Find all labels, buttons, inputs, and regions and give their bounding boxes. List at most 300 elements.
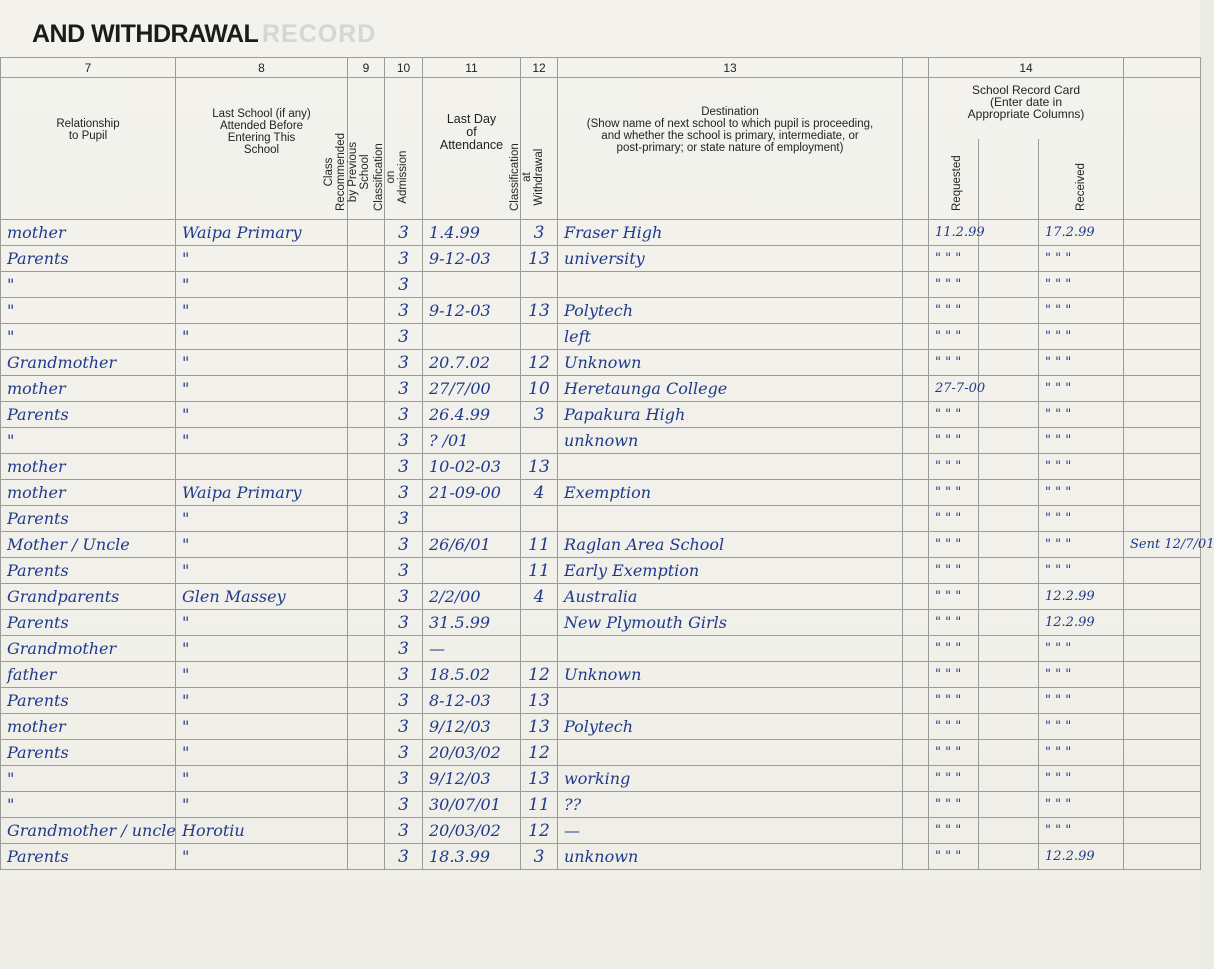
- class-recommended-cell: [348, 246, 385, 272]
- last-day-cell: 1.4.99: [423, 220, 521, 246]
- note-cell: [1124, 220, 1201, 246]
- last-day-cell: 9-12-03: [423, 298, 521, 324]
- class-recommended-cell: [348, 792, 385, 818]
- note-cell: [1124, 350, 1201, 376]
- table-row: [1, 324, 1201, 350]
- blank-column-number: [903, 58, 929, 78]
- spacer-cell: [979, 402, 1039, 428]
- class-recommended-cell: [348, 636, 385, 662]
- withdrawal-register-table: [0, 57, 1214, 870]
- class-recommended-cell: [348, 662, 385, 688]
- requested-cell: " " ": [929, 558, 979, 584]
- class-admission-cell: 3: [385, 818, 423, 844]
- destination-cell: [558, 454, 903, 480]
- class-withdrawal-cell: 13: [521, 688, 558, 714]
- spacer-cell: [979, 324, 1039, 350]
- table-row: [1, 402, 1201, 428]
- spacer-cell: [979, 714, 1039, 740]
- requested-cell: " " ": [929, 272, 979, 298]
- class-withdrawal-cell: [521, 428, 558, 454]
- table-row: [1, 272, 1201, 298]
- header-record-card: School Record Card (Enter date in Appropriate Columns): [929, 78, 1124, 140]
- table-row: [1, 506, 1201, 532]
- note-cell: [1124, 298, 1201, 324]
- destination-cell: Fraser High: [558, 220, 903, 246]
- spacer-cell: [979, 740, 1039, 766]
- class-admission-cell: 3: [385, 662, 423, 688]
- last-day-cell: 21-09-00: [423, 480, 521, 506]
- last-day-cell: [423, 558, 521, 584]
- spacer-cell: [979, 610, 1039, 636]
- class-admission-cell: 3: [385, 610, 423, 636]
- class-withdrawal-cell: 12: [521, 740, 558, 766]
- table-row: [1, 714, 1201, 740]
- class-recommended-cell: [348, 532, 385, 558]
- class-admission-cell: 3: [385, 714, 423, 740]
- class-recommended-cell: [348, 766, 385, 792]
- note-cell: [1124, 688, 1201, 714]
- blank-cell: [903, 844, 929, 870]
- received-cell: " " ": [1039, 480, 1124, 506]
- relationship-cell: Grandparents: [1, 584, 176, 610]
- destination-cell: New Plymouth Girls: [558, 610, 903, 636]
- class-admission-cell: 3: [385, 272, 423, 298]
- relationship-cell: Mother / Uncle: [1, 532, 176, 558]
- requested-cell: " " ": [929, 636, 979, 662]
- note-cell: [1124, 584, 1201, 610]
- spacer-cell: [979, 480, 1039, 506]
- relationship-cell: mother: [1, 714, 176, 740]
- destination-cell: Raglan Area School: [558, 532, 903, 558]
- class-recommended-cell: [348, 220, 385, 246]
- last-school-cell: ": [176, 610, 348, 636]
- table-row: [1, 740, 1201, 766]
- destination-cell: Polytech: [558, 714, 903, 740]
- class-admission-cell: 3: [385, 350, 423, 376]
- blank-cell: [903, 506, 929, 532]
- requested-cell: " " ": [929, 402, 979, 428]
- note-cell: [1124, 844, 1201, 870]
- destination-cell: working: [558, 766, 903, 792]
- relationship-cell: father: [1, 662, 176, 688]
- last-school-cell: Glen Massey: [176, 584, 348, 610]
- table-row: [1, 246, 1201, 272]
- header-relationship: Relationship to Pupil: [1, 78, 176, 220]
- requested-cell: " " ": [929, 298, 979, 324]
- last-day-cell: —: [423, 636, 521, 662]
- relationship-cell: ": [1, 272, 176, 298]
- class-withdrawal-cell: 10: [521, 376, 558, 402]
- requested-cell: " " ": [929, 324, 979, 350]
- class-withdrawal-cell: 3: [521, 844, 558, 870]
- table-row: [1, 454, 1201, 480]
- requested-cell: 27-7-00: [929, 376, 979, 402]
- received-cell: " " ": [1039, 246, 1124, 272]
- last-school-cell: ": [176, 636, 348, 662]
- last-day-cell: 27/7/00: [423, 376, 521, 402]
- blank-cell: [903, 532, 929, 558]
- class-withdrawal-cell: 11: [521, 532, 558, 558]
- last-school-cell: ": [176, 376, 348, 402]
- table-row: [1, 818, 1201, 844]
- last-school-cell: ": [176, 402, 348, 428]
- blank-cell: [903, 454, 929, 480]
- spacer-cell: [979, 818, 1039, 844]
- note-cell: [1124, 376, 1201, 402]
- destination-cell: university: [558, 246, 903, 272]
- relationship-cell: mother: [1, 480, 176, 506]
- last-school-cell: ": [176, 532, 348, 558]
- column-number-9: 9: [348, 58, 385, 78]
- requested-cell: " " ": [929, 766, 979, 792]
- spacer-cell: [979, 792, 1039, 818]
- last-day-cell: 26.4.99: [423, 402, 521, 428]
- relationship-cell: Parents: [1, 610, 176, 636]
- relationship-cell: mother: [1, 454, 176, 480]
- destination-cell: [558, 740, 903, 766]
- class-withdrawal-cell: 4: [521, 480, 558, 506]
- spacer-cell: [979, 688, 1039, 714]
- last-school-cell: ": [176, 506, 348, 532]
- requested-cell: " " ": [929, 688, 979, 714]
- note-cell: [1124, 506, 1201, 532]
- last-school-cell: ": [176, 714, 348, 740]
- last-school-cell: ": [176, 740, 348, 766]
- last-school-cell: ": [176, 246, 348, 272]
- class-recommended-cell: [348, 298, 385, 324]
- header-classification-admission: Classification on Admission: [385, 78, 423, 220]
- last-school-cell: ": [176, 324, 348, 350]
- destination-cell: [558, 506, 903, 532]
- spacer-cell: [979, 506, 1039, 532]
- received-cell: " " ": [1039, 688, 1124, 714]
- column-number-14: 14: [929, 58, 1124, 78]
- last-day-cell: 9/12/03: [423, 714, 521, 740]
- column-number-8: 8: [176, 58, 348, 78]
- requested-cell: " " ": [929, 584, 979, 610]
- destination-cell: Polytech: [558, 298, 903, 324]
- note-cell: [1124, 402, 1201, 428]
- requested-cell: " " ": [929, 532, 979, 558]
- blank-cell: [903, 610, 929, 636]
- blank-column-number-right: [1124, 58, 1201, 78]
- class-withdrawal-cell: 11: [521, 558, 558, 584]
- received-cell: " " ": [1039, 714, 1124, 740]
- class-recommended-cell: [348, 454, 385, 480]
- note-cell: [1124, 558, 1201, 584]
- destination-cell: Australia: [558, 584, 903, 610]
- received-cell: 12.2.99: [1039, 844, 1124, 870]
- class-recommended-cell: [348, 272, 385, 298]
- header-right-blank: [1124, 78, 1201, 220]
- spacer-cell: [979, 558, 1039, 584]
- class-recommended-cell: [348, 714, 385, 740]
- blank-cell: [903, 376, 929, 402]
- received-cell: " " ": [1039, 532, 1124, 558]
- table-row: [1, 298, 1201, 324]
- class-recommended-cell: [348, 506, 385, 532]
- class-recommended-cell: [348, 324, 385, 350]
- destination-cell: [558, 636, 903, 662]
- spacer-cell: [979, 298, 1039, 324]
- table-row: [1, 584, 1201, 610]
- spacer-cell: [979, 844, 1039, 870]
- column-number-13: 13: [558, 58, 903, 78]
- relationship-cell: ": [1, 766, 176, 792]
- last-day-cell: [423, 506, 521, 532]
- relationship-cell: Grandmother: [1, 350, 176, 376]
- note-cell: [1124, 272, 1201, 298]
- received-cell: 17.2.99: [1039, 220, 1124, 246]
- class-withdrawal-cell: 4: [521, 584, 558, 610]
- note-cell: [1124, 740, 1201, 766]
- spacer-cell: [979, 454, 1039, 480]
- blank-cell: [903, 272, 929, 298]
- relationship-cell: Parents: [1, 558, 176, 584]
- class-withdrawal-cell: 12: [521, 350, 558, 376]
- received-cell: " " ": [1039, 350, 1124, 376]
- last-school-cell: Horotiu: [176, 818, 348, 844]
- blank-cell: [903, 220, 929, 246]
- class-admission-cell: 3: [385, 298, 423, 324]
- requested-cell: " " ": [929, 740, 979, 766]
- spacer-cell: [979, 272, 1039, 298]
- last-day-cell: 20/03/02: [423, 818, 521, 844]
- note-cell: [1124, 714, 1201, 740]
- class-withdrawal-cell: [521, 324, 558, 350]
- class-withdrawal-cell: 13: [521, 454, 558, 480]
- requested-cell: 11.2.99: [929, 220, 979, 246]
- header-requested: Requested: [929, 139, 979, 220]
- blank-cell: [903, 792, 929, 818]
- received-cell: " " ": [1039, 818, 1124, 844]
- spacer-cell: [979, 350, 1039, 376]
- table-row: [1, 376, 1201, 402]
- class-admission-cell: 3: [385, 220, 423, 246]
- table-row: [1, 844, 1201, 870]
- last-day-cell: ? /01: [423, 428, 521, 454]
- faded-title: RECORD: [262, 20, 377, 48]
- blank-cell: [903, 740, 929, 766]
- table-row: [1, 428, 1201, 454]
- header-class-recommended: Class Recommended by Previous School: [348, 78, 385, 220]
- last-school-cell: ": [176, 688, 348, 714]
- note-cell: [1124, 792, 1201, 818]
- requested-cell: " " ": [929, 714, 979, 740]
- blank-cell: [903, 246, 929, 272]
- note-cell: [1124, 766, 1201, 792]
- blank-cell: [903, 766, 929, 792]
- last-day-cell: 9-12-03: [423, 246, 521, 272]
- relationship-cell: Parents: [1, 740, 176, 766]
- requested-cell: " " ": [929, 454, 979, 480]
- received-cell: " " ": [1039, 298, 1124, 324]
- destination-cell: left: [558, 324, 903, 350]
- spacer-cell: [979, 246, 1039, 272]
- class-admission-cell: 3: [385, 324, 423, 350]
- blank-cell: [903, 480, 929, 506]
- last-day-cell: 18.3.99: [423, 844, 521, 870]
- requested-cell: " " ": [929, 844, 979, 870]
- class-withdrawal-cell: 11: [521, 792, 558, 818]
- note-cell: [1124, 454, 1201, 480]
- relationship-cell: Parents: [1, 844, 176, 870]
- note-cell: [1124, 324, 1201, 350]
- received-cell: " " ": [1039, 662, 1124, 688]
- last-day-cell: 20/03/02: [423, 740, 521, 766]
- class-admission-cell: 3: [385, 532, 423, 558]
- last-day-cell: [423, 324, 521, 350]
- last-school-cell: ": [176, 792, 348, 818]
- table-row: [1, 792, 1201, 818]
- note-cell: Sent 12/7/01: [1124, 532, 1201, 558]
- last-day-cell: 20.7.02: [423, 350, 521, 376]
- class-admission-cell: 3: [385, 766, 423, 792]
- class-admission-cell: 3: [385, 688, 423, 714]
- last-school-cell: ": [176, 272, 348, 298]
- class-withdrawal-cell: 13: [521, 714, 558, 740]
- destination-cell: Papakura High: [558, 402, 903, 428]
- class-withdrawal-cell: 12: [521, 818, 558, 844]
- note-cell: [1124, 480, 1201, 506]
- header-spacer: [979, 139, 1039, 220]
- requested-cell: " " ": [929, 610, 979, 636]
- note-cell: [1124, 246, 1201, 272]
- column-number-11: 11: [423, 58, 521, 78]
- header-received: Received: [1039, 139, 1124, 220]
- relationship-cell: Parents: [1, 402, 176, 428]
- blank-cell: [903, 714, 929, 740]
- received-cell: " " ": [1039, 428, 1124, 454]
- received-cell: " " ": [1039, 376, 1124, 402]
- note-cell: [1124, 636, 1201, 662]
- class-admission-cell: 3: [385, 558, 423, 584]
- table-row: [1, 350, 1201, 376]
- last-school-cell: ": [176, 558, 348, 584]
- table-row: [1, 766, 1201, 792]
- header-last-day: Last Day of Attendance: [423, 78, 521, 220]
- register-rows: [1, 220, 1214, 870]
- class-admission-cell: 3: [385, 376, 423, 402]
- last-school-cell: Waipa Primary: [176, 480, 348, 506]
- last-day-cell: 30/07/01: [423, 792, 521, 818]
- destination-cell: Heretaunga College: [558, 376, 903, 402]
- note-cell: [1124, 662, 1201, 688]
- received-cell: " " ": [1039, 766, 1124, 792]
- relationship-cell: Parents: [1, 506, 176, 532]
- blank-cell: [903, 324, 929, 350]
- requested-cell: " " ": [929, 428, 979, 454]
- last-day-cell: 26/6/01: [423, 532, 521, 558]
- requested-cell: " " ": [929, 246, 979, 272]
- received-cell: 12.2.99: [1039, 584, 1124, 610]
- class-recommended-cell: [348, 558, 385, 584]
- last-school-cell: ": [176, 662, 348, 688]
- class-withdrawal-cell: 12: [521, 662, 558, 688]
- header-last-school: Last School (if any) Attended Before Entering This School: [176, 78, 348, 220]
- blank-cell: [903, 298, 929, 324]
- last-school-cell: Waipa Primary: [176, 220, 348, 246]
- class-withdrawal-cell: [521, 610, 558, 636]
- last-day-cell: 18.5.02: [423, 662, 521, 688]
- destination-cell: unknown: [558, 428, 903, 454]
- destination-cell: Unknown: [558, 662, 903, 688]
- destination-cell: [558, 688, 903, 714]
- spacer-cell: [979, 584, 1039, 610]
- class-admission-cell: 3: [385, 428, 423, 454]
- last-school-cell: ": [176, 766, 348, 792]
- class-admission-cell: 3: [385, 454, 423, 480]
- table-row: [1, 662, 1201, 688]
- class-recommended-cell: [348, 610, 385, 636]
- class-withdrawal-cell: [521, 636, 558, 662]
- blank-cell: [903, 558, 929, 584]
- blank-cell: [903, 428, 929, 454]
- requested-cell: " " ": [929, 818, 979, 844]
- relationship-cell: Parents: [1, 246, 176, 272]
- class-recommended-cell: [348, 584, 385, 610]
- destination-cell: Exemption: [558, 480, 903, 506]
- table-row: [1, 558, 1201, 584]
- last-school-cell: ": [176, 298, 348, 324]
- last-school-cell: ": [176, 350, 348, 376]
- blank-cell: [903, 402, 929, 428]
- last-day-cell: [423, 272, 521, 298]
- destination-cell: unknown: [558, 844, 903, 870]
- class-recommended-cell: [348, 428, 385, 454]
- class-withdrawal-cell: 13: [521, 246, 558, 272]
- page-title: AND WITHDRAWAL: [32, 20, 259, 48]
- received-cell: " " ": [1039, 558, 1124, 584]
- blank-cell: [903, 350, 929, 376]
- destination-cell: Early Exemption: [558, 558, 903, 584]
- relationship-cell: ": [1, 324, 176, 350]
- class-recommended-cell: [348, 480, 385, 506]
- class-recommended-cell: [348, 402, 385, 428]
- class-withdrawal-cell: 13: [521, 766, 558, 792]
- header-blank-column: [903, 78, 929, 220]
- requested-cell: " " ": [929, 792, 979, 818]
- blank-cell: [903, 662, 929, 688]
- blank-cell: [903, 636, 929, 662]
- requested-cell: " " ": [929, 662, 979, 688]
- class-withdrawal-cell: 3: [521, 402, 558, 428]
- relationship-cell: mother: [1, 376, 176, 402]
- class-recommended-cell: [348, 740, 385, 766]
- received-cell: " " ": [1039, 506, 1124, 532]
- last-school-cell: [176, 454, 348, 480]
- last-day-cell: 10-02-03: [423, 454, 521, 480]
- spacer-cell: [979, 636, 1039, 662]
- relationship-cell: Grandmother: [1, 636, 176, 662]
- blank-cell: [903, 584, 929, 610]
- class-admission-cell: 3: [385, 636, 423, 662]
- table-row: [1, 480, 1201, 506]
- column-number-10: 10: [385, 58, 423, 78]
- class-admission-cell: 3: [385, 844, 423, 870]
- last-day-cell: 9/12/03: [423, 766, 521, 792]
- last-day-cell: 8-12-03: [423, 688, 521, 714]
- class-admission-cell: 3: [385, 584, 423, 610]
- note-cell: [1124, 428, 1201, 454]
- relationship-cell: Parents: [1, 688, 176, 714]
- spacer-cell: [979, 766, 1039, 792]
- spacer-cell: [979, 220, 1039, 246]
- relationship-cell: Grandmother / uncle: [1, 818, 176, 844]
- class-admission-cell: 3: [385, 740, 423, 766]
- relationship-cell: ": [1, 298, 176, 324]
- table-row: [1, 688, 1201, 714]
